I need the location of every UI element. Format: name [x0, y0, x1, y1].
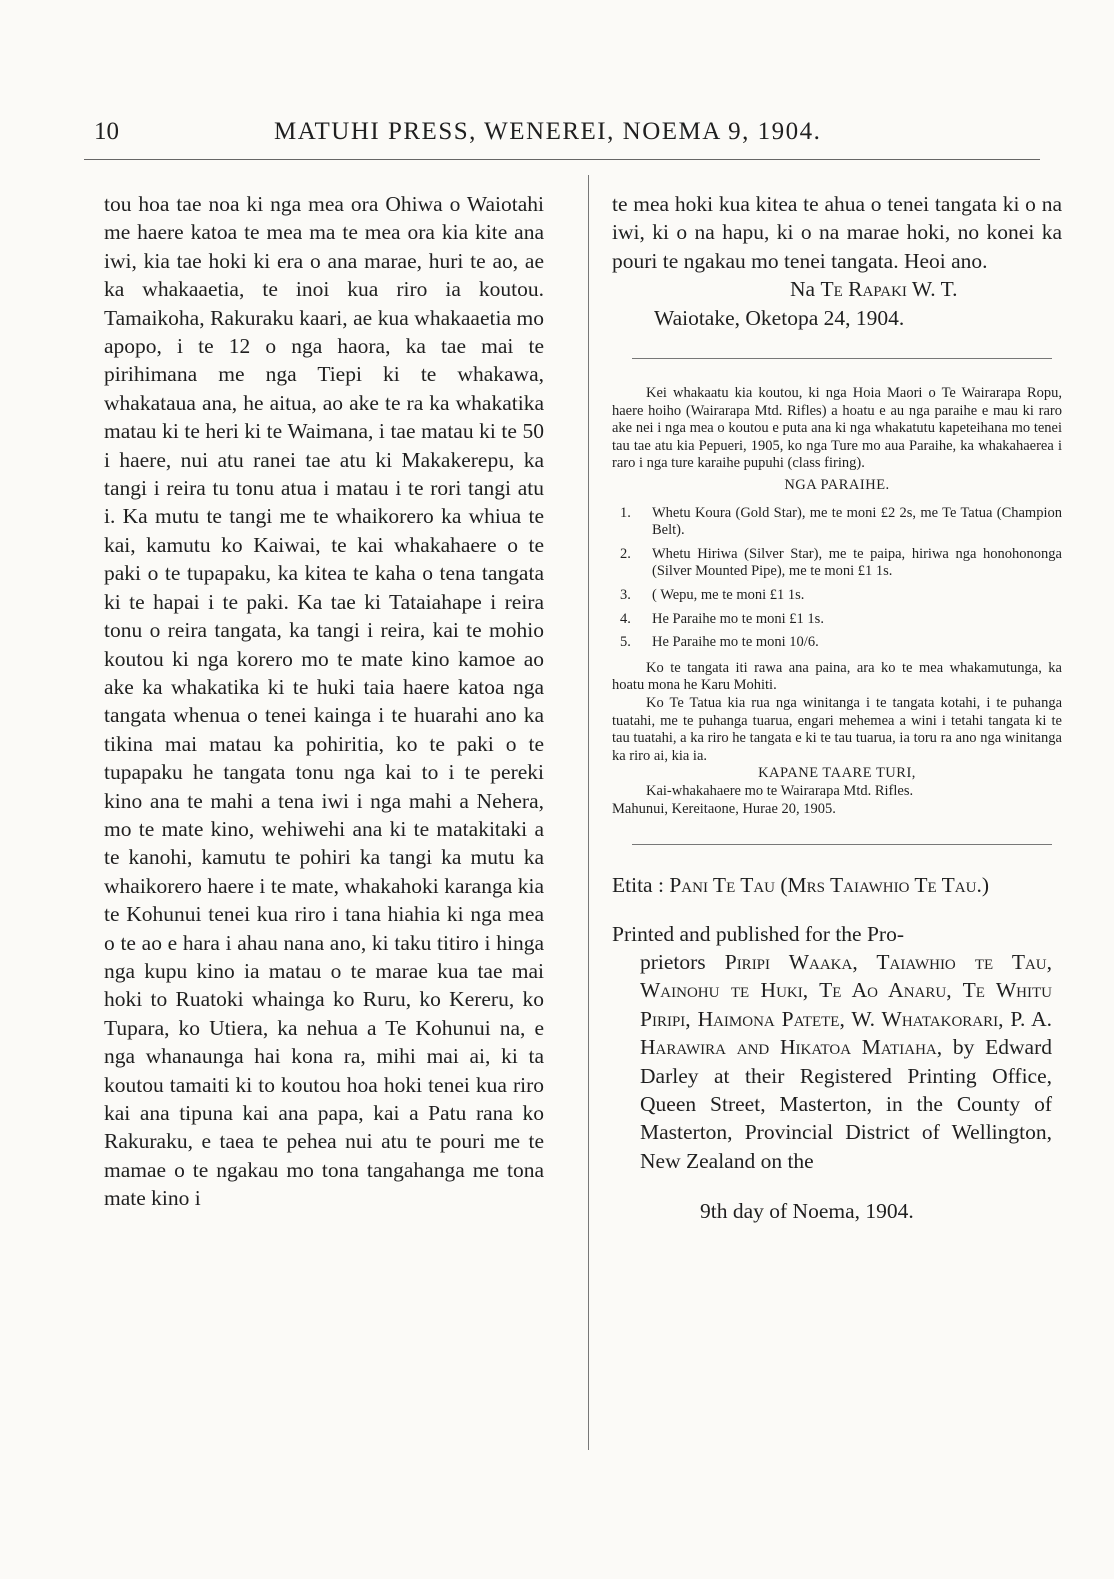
list-item — [612, 634, 1062, 652]
notice-intro: Kei whakaatu kia koutou, ki nga Hoia Maori o Te Wairarapa Ropu, haere hoiho (Wairarapa Mtd. Rifles) a hoatu e au nga paraihe e mau ki raro ake nei i nga mea o koutou e puta ana ki nga whakatutu kapeteihana mo tenei tau tae atu kia Pepueri, 1905, ko nga Ture mo aua Paraihe, ka whakahaerea i raro i nga ture karaihe pupuhi (class firing). — [612, 385, 1062, 472]
editor-label: Etita : — [612, 873, 664, 898]
section-rule — [632, 358, 1052, 359]
list-item — [612, 587, 1062, 605]
letter-body: tou hoa tae noa ki nga mea ora Ohiwa o Waiotahi me haere katoa te mea ma te mea ora kia kite ana iwi, kia tae hoki ki era o ana marae, huri te ao, ae ka whakaaetia, te inoi kua riro ia koutou. Tamaikoha, Rakuraku kaari, ae kua whakaaetia mo apopo, i te 12 o nga haora, ka tae mai te pirihimana me nga Tiepi ki te whakawa, whakataua ana, he aitua, ao ake te ra ka whakatika matau ki te heri ki te Waimana, i tae matau ki te 50 i haere, nui atu ranei tae atu ki Makakerepu, ka tangi i reira tu tonu atua i matau i te rori tangi atu i. Ka mutu te tangi me te whaikorero ka whiua te kai, kamutu ko Kaiwai, te kai whakahaere o te paki o te tupapaku, ka kitea te kaha o tena tangata ki te hapai i te paki. Ka tae ki Tataiahape i reira tonu o reira tangata, ka tangi i reira, kai te mohio koutou ki nga korero mo te mate kino kamoe ao ake ka whakatika ki te huki taia haere katoa nga tangata whenua o tenei kainga i te huarahi ano ka tikina mai matau ka pohiritia, ko te paki o te tupapaku he tangata tonu nga kai to i te pereki kino ana te mahi a tena iwi i nga mahi a Nehera, mo te mate kino, wehiwehi ana ki te matakitaki a te kanohi, kamutu te pohiri ka tangi ka mutu ka whaikorero haere i te mate, whakahoki karanga kia te Kohunui tenei kua riro i tana hiahia ki nga mea o te ao e hara i ahau nana ano, ki taku titiro i hinga nga kupu kino ia matau o te marae kua tae mai hoki to Ruatoki whainga ko Ruru, ko Kereru, ko Tupara, ko Utiera, ka nehua a Te Kohunui na, e nga whanaunga hai kona ra, mihi mai ai, ki ta koutou tamaiti ki to koutou hoa hoki tenei kua riro kai ana tipuna kai ana papa, kai a Patu rana ko Rakuraku, e taea te pehea nui atu te pouri me te mamae o te ngakau mo tona tangahanga me tona mate kino i — [104, 192, 544, 1211]
page-header — [84, 118, 1044, 152]
imprint-prietors: prietors — [640, 949, 725, 974]
imprint-date: 9th day of Noema, 1904. — [700, 1199, 914, 1224]
imprint-proprietor-names: Piripi Waaka, Taiawhio te Tau, Wainohu te Huki, Te Ao Anaru, Te Whitu Piripi, Haimona Patete, W. Whatakorari, P. A. Harawira and Hikatoa Matiaha, — [640, 949, 1052, 1060]
notice-signature-name: KAPANE TAARE TURI, — [758, 765, 916, 782]
header-rule — [84, 159, 1040, 160]
prize-number: 5. — [620, 634, 631, 651]
right-column — [612, 190, 1072, 1226]
notice-rule-paragraph: Ko te tangata iti rawa ana paina, ara ko te mea whakamutunga, ka hoatu mona he Karu Mohiti. — [612, 659, 1062, 694]
notice-heading: NGA PARAIHE. — [784, 477, 890, 493]
signature-prefix: Na — [790, 277, 816, 302]
prize-number: 1. — [620, 504, 631, 521]
prize-text: Whetu Koura (Gold Star), me te moni £2 2s, me Te Tatua (Champion Belt). — [652, 504, 1062, 539]
prize-text: Whetu Hiriwa (Silver Star), me te paipa, hiriwa nga honohononga (Silver Mounted Pipe), me te moni £1 1s. — [652, 545, 1062, 580]
imprint-body — [612, 948, 1052, 1175]
prize-list — [612, 505, 1062, 652]
editor-name: Pani Te Tau (Mrs Taiawhio Te Tau.) — [669, 873, 990, 898]
notice-rule-paragraph: Ko Te Tatua kia rua nga winitanga i te tangata kotahi, i te puhanga tuatahi, me te puhanga tuarua, engari mehemea a wini i tetahi tangata ki te tau tuatahi, a ka riro he tangata e ki te tau tuarua, ia toru ra ano nga winitanga ka riro ai, kia ia. — [612, 694, 1062, 764]
prize-number: 3. — [620, 586, 631, 603]
prize-number: 2. — [620, 545, 631, 562]
editor-credit — [612, 871, 1052, 899]
signature-name: Te Rapaki W. T. — [820, 277, 958, 302]
letter-signature — [790, 275, 1072, 303]
section-rule — [632, 844, 1052, 845]
column-divider — [588, 175, 589, 1450]
imprint — [612, 920, 1052, 1176]
imprint-lead: Printed and published for the Pro- — [612, 921, 904, 946]
left-column — [104, 190, 544, 1213]
letter-ending: te mea hoki kua kitea te ahua o tenei tangata ki o na iwi, ki o na hapu, ki o na marae hoki, no konei ka pouri te ngakau mo tenei tangata. Heoi ano. — [612, 192, 1062, 273]
list-item — [612, 546, 1062, 581]
rifles-notice — [612, 385, 1062, 818]
masthead: MATUHI PRESS, WENEREI, NOEMA 9, 1904. — [274, 118, 822, 145]
prize-text: ( Wepu, me te moni £1 1s. — [652, 586, 805, 603]
page-number: 10 — [94, 118, 119, 145]
list-item — [612, 611, 1062, 629]
letter-dateline: Waiotake, Oketopa 24, 1904. — [654, 305, 905, 330]
prize-text: He Paraihe mo te moni £1 1s. — [652, 610, 824, 627]
prize-text: He Paraihe mo te moni 10/6. — [652, 634, 819, 651]
list-item — [612, 505, 1062, 540]
prize-number: 4. — [620, 610, 631, 627]
notice-signature-role: Kai-whakahaere mo te Wairarapa Mtd. Rifles. — [646, 782, 914, 799]
notice-signature-place: Mahunui, Kereitaone, Hurae 20, 1905. — [612, 800, 836, 817]
imprint-printer: by Edward Darley at their Registered Printing Office, Queen Street, Masterton, in the County of Masterton, Provincial District of Wellington, New Zealand on the — [640, 1035, 1052, 1173]
